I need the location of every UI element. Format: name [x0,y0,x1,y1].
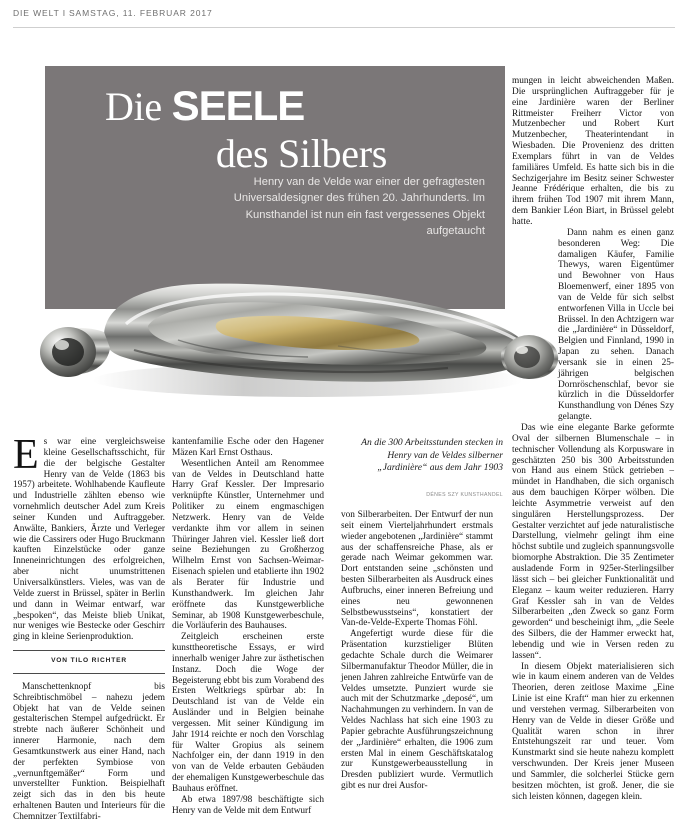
page-title [105,82,405,177]
left-knob-highlight [55,340,69,350]
jardiniere-illustration [8,228,568,438]
paragraph: Zeitgleich erscheinen erste kunsttheoretische Essays, er wird innerhalb weniger Jahre zur ästhetischen Instanz. Doch die Woge der Begeisterung ebbt bis zum Vorabend des Ersten Weltkriegs spürbar ab: In Deutschland ist van de Velde ein Ausländer und in Belgien beinahe vergessen. Mit seiner Kündigung im Jahr 1914 reichte er noch den Vorschlag für Walter Gropius als seinem Nachfolger ein, der dann 1919 in den von van de Velde erbauten Gebäuden der ehemaligen Kunstgewerbeschule das Bauhaus eröffnet. [172,632,324,794]
page-title-part1: Die [105,84,172,129]
masthead-divider [13,27,675,28]
article-column-2 [172,437,324,817]
page-title-line2: des Silbers [215,131,387,176]
paragraph: von Silberarbeiten. Der Entwurf der nun seit einem Vierteljahrhundert erstmals wieder angebotenen „Jardinière“ stammt aus der schaffensreiche Phase, als er gerade nach Weimar gekommen war. Dort entstanden seine „schönsten und besten Silberarbeiten als Ausdruck eines Aufbruchs, einer inneren Befreiung und eines neu gewonnenen Selbstbewusstseins“, konstatiert der Van-de-Velde-Experte Thomas Föhl. [341,510,493,629]
page-title-emphasis: SEELE [171,82,305,129]
publication-name: DIE WELT [13,8,60,18]
silver-jardiniere-image [8,228,568,438]
paragraph: Dann nahm es einen ganz besonderen Weg: Die damaligen Käufer, Familie Thewys, waren Eigentümer und Bewohner von Haus Bloemenwerf, einer 1895 von van de Velde für sich selbst entworfenen Villa in Uccle bei Brüssel. In den Achtzigern war die „Jardinière“ in Düsseldorf, Belgien und Finnland, 1990 in Japan zu sehen. Danach versank sie in einen 25-jährigen belgischen Dornröschenschlaf, bevor sie kürzlich in die Düsseldorfer Kunsthandlung von Dénes Szy gelangte. [558,227,674,423]
figure-credit: DÉNES SZY KUNSTHANDEL [426,492,503,498]
masthead-separator: I [62,8,66,18]
paragraph-text: s war eine vergleichsweise kleine Gesellschaftsschicht, für die der belgische Gestalter Henry van de Velde (1863 bis 1957) arbeitete. Wohlhabende Kaufleute und Industrielle zählten ebenso wie vornehmlich deutscher Adel zum Kreis seiner Kunden und Auftraggeber. Anwälte, Bankiers, Ärzte und Verleger wie die Cassirers oder Hugo Bruckmann kauften Einzelstücke oder ganze Inneneinrichtungen des erfolgreichen, aber nicht unumstrittenen Universalkünstlers. Vieles, was van de Velde zuerst in Brüssel, später in Berlin und dann in Weimar entwarf, war „bespoken“, das Meiste blieb Unikat, nur weniges wie Bestecke oder Geschirr ging in kleine Serienproduktion. [13,437,165,643]
drop-cap: E [13,432,39,478]
article-column-1 [13,432,165,823]
article-column-3 [341,510,493,792]
paragraph: Das wie eine elegante Barke geformte Oval der silbernen Blumenschale – in technischer Vollendung als Korpusware in geschätzten 250 bis 300 Arbeitsstunden von Hand aus einem Stück getrieben – mündet in Handhaben, die sich organisch aus dem bauchigen Körper wölben. Die leichte Asymmetrie verweist auf den singulären Herstellungsprozess. Der Gestalter verzichtet auf jede naturalistische Darstellung, vielmehr gelingt ihm eine höchst subtile und zugleich spannungsvolle biomorphe Abstraktion. Die 35 Zentimeter ausladende Form in 925er-Sterlingsilber lässt sich – bei gleicher Funktionalität und Eleganz – kaum weiter reduzieren. Harry Graf Kessler sah in van de Veldes Silberarbeiten „den Zweck so ganz Form geworden“ und bescheinigt ihm, „die Seele des Silbers, die der Hammer erweckt hat, lebendig und wie in Versen reden zu lassen“. [512,423,674,661]
paragraph: Ab etwa 1897/98 beschäftigte sich Henry van de Velde mit dem Entwurf [172,794,324,816]
masthead [13,8,213,18]
subheadline: Henry van de Velde war einer der gefragtesten Universaldesigner des frühen 20. Jahrhunderts. Im Kunsthandel ist nun ein fast vergessenes Objekt aufgetaucht [233,176,485,238]
byline: VON TILO RICHTER [13,650,165,674]
paragraph: In diesem Objekt materialisieren sich wie in kaum einem anderen van de Veldes Theorien, deren zeitlose Maxime „Eine Linie ist eine Kraft“ man hier zu erkennen und verstehen vermag. Silberarbeiten von Henry van de Velde in dieser Größe und Qualität waren schon in ihrer Entstehungszeit rar und teuer. Vom Kunstmarkt sind sie heute nahezu komplett verschwunden. Der Kreis jener Museen und Sammler, die solcherlei Stücke gern besitzen möchten, ist groß. Jener, die sie sich leisten können, dagegen klein. [512,661,674,802]
paragraph: mungen in leicht abweichenden Maßen. Die ursprünglichen Auftraggeber für je eine Jardinière waren der Berliner Rittmeister Freiherr Victor von Mutzenbecher und Robert Kurt Mutzenbecher, Theaterintendant in Wiesbaden. Die Provenienz des dritten Exemplars führt in van de Veldes familiäres Umfeld. Es hatte sich bis in die Sechzigerjahre im Besitz seiner Schwester Jeanne Frédérique erhalten, die bis zu ihrem frühen Tod 1907 mit ihrem Mann, dem Bankier Léon Biart, in Brüssel gelebt hatte. [512,76,674,227]
paragraph: Manschettenknopf bis Schreibtischmöbel – nahezu jedem Objekt hat van de Velde seinen gestalterischen Stempel aufgedrückt. Er strebte nach äußerer Schönheit und innerer Harmonie, nach dem Gesamtkunstwerk aus einer Hand, nach der perfekten Symbiose von „vernunftgemäßer“ Form und unverstellter Funktion. Beispielhaft zeigt sich das in den bis heute erhaltenen Bauten und Interieurs für die Chemnitzer Textilfabri- [13,681,165,822]
article-column-4 [512,76,674,803]
figure-caption: An die 300 Arbeitsstunden stecken in Henry van de Veldes silberner „Jardinière“ aus dem Jahr 1903 [361,437,503,474]
paragraph: kantenfamilie Esche oder den Hagener Mäzen Karl Ernst Osthaus. [172,437,324,458]
paragraph: Angefertigt wurde diese für die Präsentation kurzstieliger Blüten gedachte Schale durch die Weimarer Silbermanufaktur Theodor Müller, die in jenen Jahren zahlreiche Entwürfe van de Veldes umsetzte. Punziert wurde sie auch mit der Schutzmarke „deposé“, um Nachahmungen zu verhindern. In van de Veldes Nachlass hat sich eine 1903 zu Papier gebrachte Ausführungszeichnung der „Jardinière“ erhalten, die 1906 zum ersten Mal in einem Geschäftskatalog zur Kunstgewerbeausstellung in Dresden publiziert wurde. Vermutlich gibt es nur drei Ausfor- [341,629,493,792]
publication-date: SAMSTAG, 11. FEBRUAR 2017 [68,8,213,18]
paragraph [13,432,165,643]
paragraph: Wesentlichen Anteil am Renommee van de Veldes in Deutschland hatte Harry Graf Kessler. Der Impresario verknüpfte Künstler, Unternehmer und Politiker zu einem engmaschigen Netzwerk. Henry van de Velde verdankte ihm vor allem in seinen Thüringer Jahren viel. Kessler ließ dort seine Beziehungen zu Großherzog Wilhelm Ernst von Sachsen-Weimar-Eisenach spielen und etablierte ihn 1902 als Berater für Industrie und Kunsthandwerk. Im gleichen Jahr eröffnete das Kunstgewerbliche Seminar, ab 1908 Kunstgewerbeschule, die Vorläuferin des Bauhauses. [172,458,324,632]
